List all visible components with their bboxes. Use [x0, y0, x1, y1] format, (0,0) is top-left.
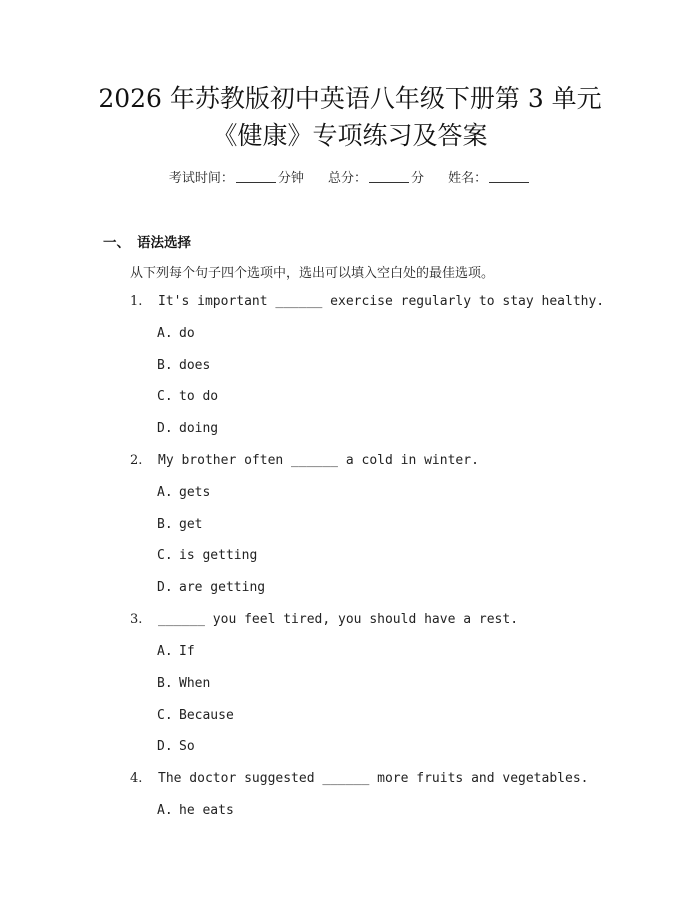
- page-title-line-1: 2026 年苏教版初中英语八年级下册第 3 单元: [98, 84, 602, 113]
- question-2-option-c: [157, 548, 257, 563]
- option-letter: A.: [157, 803, 173, 818]
- option-text: When: [179, 676, 211, 691]
- option-text: are getting: [179, 580, 266, 595]
- question-4: [130, 771, 588, 786]
- student-name-label: 姓名：: [448, 171, 488, 186]
- exam-meta: [0, 167, 700, 186]
- question-4-option-a: [157, 803, 234, 818]
- total-score-label: 总分：: [327, 171, 367, 186]
- option-text: is getting: [179, 548, 258, 563]
- question-text: ______ you feel tired, you should have a rest.: [158, 612, 519, 627]
- question-text: The doctor suggested ______ more fruits and vegetables.: [158, 771, 589, 786]
- question-3-option-c: [157, 708, 234, 723]
- page-title-line-2: 《健康》专项练习及答案: [212, 121, 488, 150]
- student-name-field: [448, 167, 531, 186]
- option-text: So: [179, 739, 195, 754]
- exam-time-blank: [236, 170, 276, 183]
- question-text: My brother often ______ a cold in winter.: [158, 453, 479, 468]
- option-letter: A.: [157, 326, 173, 341]
- question-number: 3.: [130, 612, 143, 627]
- question-text: It's important ______ exercise regularly to stay healthy.: [158, 294, 605, 309]
- question-3-option-d: [157, 739, 195, 754]
- option-letter: D.: [157, 580, 173, 595]
- option-text: get: [179, 517, 203, 532]
- option-text: gets: [179, 485, 211, 500]
- question-2-option-d: [157, 580, 265, 595]
- section-heading: [103, 231, 191, 251]
- question-1-option-c: [157, 389, 218, 404]
- total-score-unit: 分: [411, 171, 425, 186]
- option-text: does: [179, 358, 211, 373]
- option-text: Because: [179, 708, 234, 723]
- option-letter: C.: [157, 389, 173, 404]
- option-letter: B.: [157, 358, 173, 373]
- exam-time-unit: 分钟: [277, 171, 304, 186]
- option-letter: C.: [157, 548, 173, 563]
- question-3: [130, 612, 518, 627]
- section-instruction: 从下列每个句子四个选项中，选出可以填入空白处的最佳选项。: [130, 266, 495, 281]
- total-score-blank: [369, 170, 409, 183]
- option-letter: B.: [157, 517, 173, 532]
- exam-time-label: 考试时间：: [168, 171, 234, 186]
- question-1-option-b: [157, 358, 210, 373]
- option-text: If: [179, 644, 195, 659]
- question-number: 2.: [130, 453, 143, 468]
- option-letter: D.: [157, 739, 173, 754]
- section-number: 一、: [103, 235, 130, 251]
- question-2: [130, 453, 479, 468]
- option-text: he eats: [179, 803, 234, 818]
- question-2-option-a: [157, 485, 210, 500]
- option-letter: A.: [157, 485, 173, 500]
- question-1-option-d: [157, 421, 218, 436]
- option-letter: C.: [157, 708, 173, 723]
- total-score-field: [328, 167, 424, 186]
- question-2-option-b: [157, 517, 202, 532]
- option-text: to do: [179, 389, 219, 404]
- question-1-option-a: [157, 326, 195, 341]
- section-title: 语法选择: [137, 235, 191, 251]
- question-3-option-a: [157, 644, 195, 659]
- option-letter: A.: [157, 644, 173, 659]
- option-letter: B.: [157, 676, 173, 691]
- option-letter: D.: [157, 421, 173, 436]
- question-3-option-b: [157, 676, 210, 691]
- option-text: do: [179, 326, 195, 341]
- question-number: 4.: [130, 771, 143, 786]
- exam-time-field: [169, 167, 304, 186]
- question-1: [130, 294, 604, 309]
- question-number: 1.: [130, 294, 143, 309]
- student-name-blank: [489, 170, 529, 183]
- option-text: doing: [179, 421, 219, 436]
